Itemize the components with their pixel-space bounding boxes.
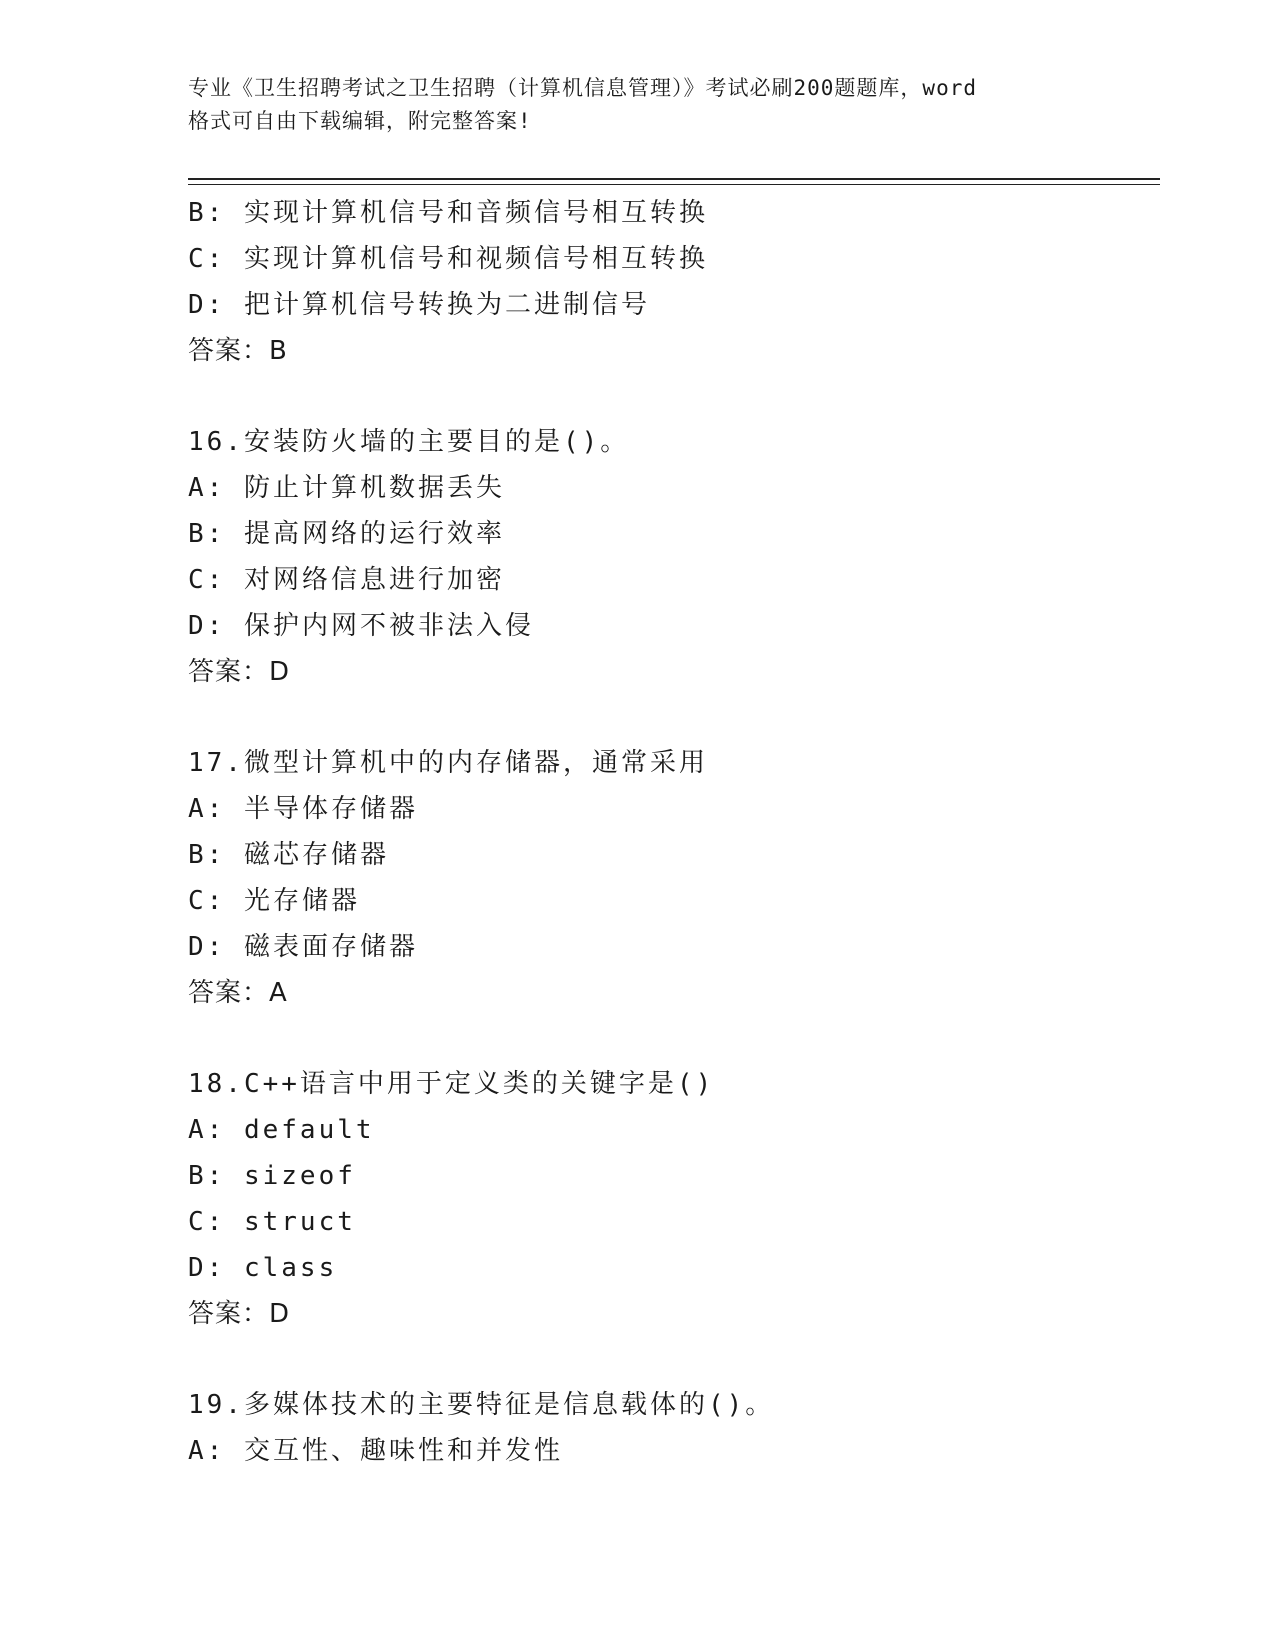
option-a: A: default bbox=[188, 1115, 375, 1145]
option-a: A: 防止计算机数据丢失 bbox=[188, 473, 505, 503]
header-divider-thick bbox=[188, 178, 1160, 180]
option-a: A: 半导体存储器 bbox=[188, 794, 418, 824]
option-d: D: 磁表面存储器 bbox=[188, 932, 418, 962]
answer-value: D bbox=[269, 1299, 290, 1329]
question-19 bbox=[188, 1382, 1148, 1474]
answer-value: D bbox=[269, 657, 290, 687]
answer-value: B bbox=[269, 336, 287, 366]
answer-label: 答案： bbox=[188, 657, 270, 687]
question-stem: 19.多媒体技术的主要特征是信息载体的()。 bbox=[188, 1390, 775, 1420]
answer-line bbox=[188, 1291, 1148, 1337]
question-stem: 17.微型计算机中的内存储器，通常采用 bbox=[188, 748, 708, 778]
header-divider-thin bbox=[188, 184, 1160, 185]
answer-value: A bbox=[269, 978, 287, 1008]
document-header bbox=[188, 72, 1088, 138]
option-d: D: class bbox=[188, 1253, 338, 1283]
question-stem: 16.安装防火墙的主要目的是()。 bbox=[188, 427, 630, 457]
question-spacer bbox=[188, 695, 1148, 740]
option-c: C: 光存储器 bbox=[188, 886, 360, 916]
option-b: B: sizeof bbox=[188, 1161, 356, 1191]
header-title-line-1: 专业《卫生招聘考试之卫生招聘（计算机信息管理）》考试必刷200题题库，word bbox=[188, 76, 977, 100]
answer-line bbox=[188, 328, 1148, 374]
option-c: C: struct bbox=[188, 1207, 356, 1237]
option-c: C: 实现计算机信号和视频信号相互转换 bbox=[188, 244, 708, 274]
question-spacer bbox=[188, 1337, 1148, 1382]
header-title-line-2: 格式可自由下载编辑，附完整答案! bbox=[188, 109, 532, 133]
question-16 bbox=[188, 419, 1148, 695]
answer-label: 答案： bbox=[188, 978, 270, 1008]
question-18 bbox=[188, 1061, 1148, 1337]
question-spacer bbox=[188, 1016, 1148, 1061]
option-b: B: 提高网络的运行效率 bbox=[188, 519, 505, 549]
option-b: B: 实现计算机信号和音频信号相互转换 bbox=[188, 198, 708, 228]
answer-label: 答案： bbox=[188, 336, 270, 366]
question-stem: 18.C++语言中用于定义类的关键字是() bbox=[188, 1069, 715, 1099]
option-b: B: 磁芯存储器 bbox=[188, 840, 389, 870]
question-17 bbox=[188, 740, 1148, 1016]
question-list bbox=[188, 190, 1148, 1474]
answer-line bbox=[188, 970, 1148, 1016]
answer-line bbox=[188, 649, 1148, 695]
question-15-continued bbox=[188, 190, 1148, 374]
answer-label: 答案： bbox=[188, 1299, 270, 1329]
question-spacer bbox=[188, 374, 1148, 419]
option-a: A: 交互性、趣味性和并发性 bbox=[188, 1436, 563, 1466]
option-c: C: 对网络信息进行加密 bbox=[188, 565, 505, 595]
option-d: D: 保护内网不被非法入侵 bbox=[188, 611, 534, 641]
option-d: D: 把计算机信号转换为二进制信号 bbox=[188, 290, 650, 320]
